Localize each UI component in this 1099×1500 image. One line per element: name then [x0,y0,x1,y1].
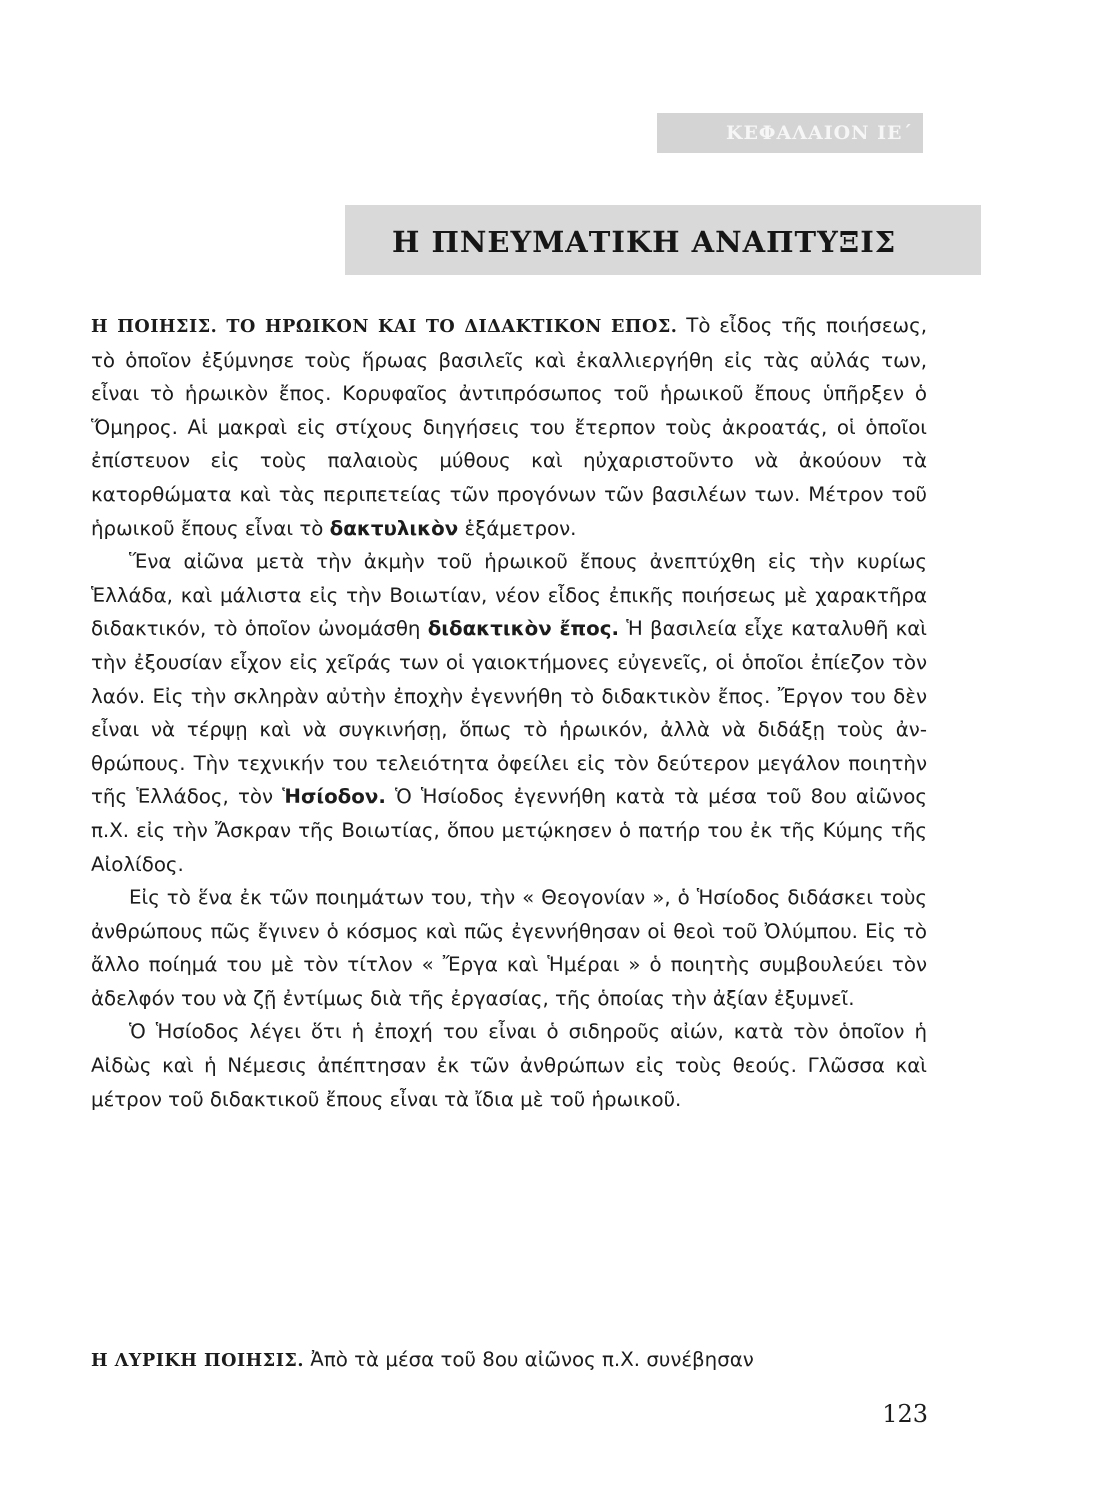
paragraph-text: Ἀπὸ τὰ μέσα τοῦ 8ου αἰῶνος π.Χ. συνέβησαν [304,1348,754,1371]
paragraph-iron-age: Ὁ Ἡσίοδος λέγει ὅτι ἡ ἐποχή του εἶναι ὁ σιδηροῦς αἰών, κατὰ τὸν ὁποῖον ἡ Αἰδὼς καὶ ἡ Νέμεσις ἀπέπτησαν ἐκ τῶν ἀνθρώπων εἰς τοὺς θεούς. Γλῶσσα καὶ μέτρον τοῦ διδακτικοῦ ἔπους εἶναι τὰ ἴδια μὲ τοῦ ἡρωικοῦ. [91,1020,927,1111]
paragraph-text: ἑξάμετρον. [458,516,577,540]
paragraph-theogony: Εἰς τὸ ἕνα ἐκ τῶν ποιημάτων του, τὴν « Θεογονίαν », ὁ Ἡσίοδος διδάσκει τοὺς ἀνθρώπους πῶς ἔγινεν ὁ κόσμος καὶ πῶς ἐγεννήθησαν οἱ θεοὶ τοῦ Ὀλύμπου. Εἰς τὸ ἄλλο ποίημά του μὲ τὸν τίτλον « Ἔργα καὶ Ἡμέραι » ὁ ποιητὴς συμβουλεύει τὸν ἀδελφόν του νὰ ζῇ ἐντίμως διὰ τῆς ἐργασίας, τῆς ὁποίας τὴν ἀξίαν ἐξυμνεῖ. [91,886,927,1010]
title-banner [345,205,981,275]
section-heading-lyric: Η ΛΥΡΙΚΗ ΠΟΙΗΣΙΣ. [91,1350,304,1371]
chapter-banner [657,113,923,153]
paragraph-text: Ὁ Ἡσίοδος ἐγεννήθη κατὰ τὰ μέσα τοῦ 8ου αἰῶνος π.Χ. εἰς τὴν Ἄσκραν τῆς Βοιωτίας, ὅπου μετῴκησεν ὁ πατήρ του ἐκ τῆς Κύμης τῆς Αἰολίδος. [91,785,927,876]
paragraph-text: Ἕνα αἰῶνα μετὰ τὴν ἀκμὴν τοῦ ἡρωικοῦ ἔπους ἀνεπτύχθη εἰς τὴν κυρίως Ἑλλάδα, καὶ μάλιστα εἰς τὴν Βοιωτίαν, νέον εἶδος ἐπικῆς ποιήσεως μὲ χαρακτῆρα διδακτικόν, τὸ ὁποῖον ὠνομάσθη [91,550,927,641]
section-heading-poetry: Η ΠΟΙΗΣΙΣ. ΤΟ ΗΡΩΙΚΟΝ ΚΑΙ ΤΟ ΔΙΔΑΚΤΙΚΟΝ ΕΠΟΣ. [91,316,678,337]
page-number: 123 [882,1400,928,1428]
paragraph-epic [91,309,927,545]
paragraph-lyric [91,1343,927,1378]
chapter-label: ΚΕΦΑΛΑΙΟΝ ΙΕ΄ [725,122,913,144]
term-didactic-epic: διδακτικὸν ἔπος. [427,617,619,641]
term-dactylic: δακτυλικὸν [329,516,459,540]
paragraph-text: Τὸ εἶδος τῆς ποιήσεως, τὸ ὁποῖον ἐξύμνησε τοὺς ἥρωας βασιλεῖς καὶ ἐκαλλιεργήθη εἰς τὰς αὐλάς των, εἶναι τὸ ἡρωικὸν ἔπος. Κορυφαῖος ἀντιπρόσωπος τοῦ ἡρωικοῦ ἔπους ὑπῆρξεν ὁ Ὅμηρος. Αἱ μακραὶ εἰς στίχους διηγήσεις του ἔτερπον τοὺς ἀκροατάς, οἱ ὁποῖοι ἐπίστευον εἰς τοὺς παλαιοὺς μύθους καὶ ηὐχαριστοῦντο νὰ ἀκούουν τὰ κατορθώματα καὶ τὰς περιπετείας τῶν προγόνων τῶν βασιλέων των. Μέτρον τοῦ ἡρωικοῦ ἔπους εἶναι τὸ [91,314,927,540]
term-hesiod: Ἡσίοδον. [282,785,386,809]
paragraph-didactic [91,545,927,881]
paragraph-text: Ἡ βασιλεία εἶχε καταλυθῆ καὶ τὴν ἐξουσίαν εἶχον εἰς χεῖράς των οἱ γαιοκτήμονες εὐγενεῖς, οἱ ὁποῖοι ἐπίεζον τὸν λαόν. Εἰς τὴν σκληρὰν αὐτὴν ἐποχὴν ἐγεννήθη τὸ διδακτικὸν ἔπος. Ἔργον του δὲν εἶναι νὰ τέρψῃ καὶ νὰ συγκινήσῃ, ὅπως τὸ ἡρωικόν, ἀλλὰ νὰ διδάξῃ τοὺς ἀνθρώπους. Τὴν τεχνικήν του τελειότητα ὀφείλει εἰς τὸν δεύτερον μεγάλον ποιητὴν τῆς Ἑλλάδος, τὸν [91,617,928,809]
body-text [91,309,927,1116]
chapter-title: Η ΠΝΕΥΜΑΤΙΚΗ ΑΝΑΠΤΥΞΙΣ [392,225,897,259]
